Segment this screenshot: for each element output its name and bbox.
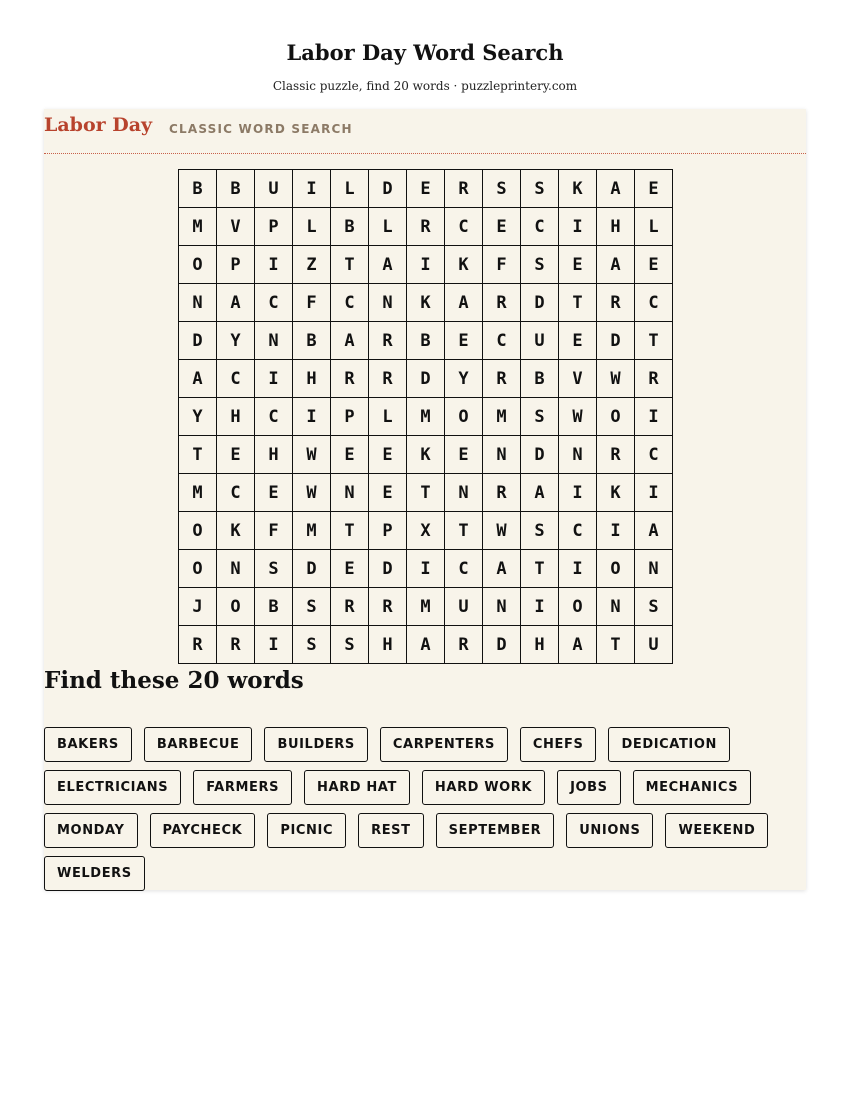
word-chip: JOBS [557,770,621,805]
grid-cell[interactable]: M [293,512,331,550]
grid-cell[interactable]: A [597,170,635,208]
grid-cell[interactable]: E [559,322,597,360]
grid-cell[interactable]: S [521,170,559,208]
grid-cell[interactable]: L [635,208,673,246]
word-chip: UNIONS [566,813,653,848]
grid-cell[interactable]: O [597,550,635,588]
grid-cell[interactable]: K [407,436,445,474]
grid-cell[interactable]: F [293,284,331,322]
grid-cell[interactable]: W [293,474,331,512]
grid-cell[interactable]: A [369,246,407,284]
grid-cell[interactable]: A [597,246,635,284]
puzzle-card [44,109,806,890]
grid-cell[interactable]: R [331,360,369,398]
grid-cell[interactable]: D [407,360,445,398]
grid-cell[interactable]: E [331,550,369,588]
grid-cell[interactable]: M [407,398,445,436]
page-title: Labor Day Word Search [286,40,564,65]
grid-cell[interactable]: T [597,626,635,664]
grid-cell[interactable]: E [445,322,483,360]
grid-cell[interactable]: B [521,360,559,398]
grid-cell[interactable]: F [255,512,293,550]
grid-cell[interactable]: B [255,588,293,626]
grid-cell[interactable]: E [635,170,673,208]
grid-cell[interactable]: A [179,360,217,398]
grid-cell[interactable]: I [407,246,445,284]
grid-cell[interactable]: U [521,322,559,360]
grid-cell[interactable]: O [445,398,483,436]
grid-cell[interactable]: E [217,436,255,474]
grid-cell[interactable]: M [483,398,521,436]
grid-cell[interactable]: H [521,626,559,664]
grid-cell[interactable]: C [635,436,673,474]
grid-cell[interactable]: I [635,398,673,436]
page-subtitle: Classic puzzle, find 20 words · puzzleprintery.com [272,79,578,93]
word-chip: MECHANICS [633,770,752,805]
word-chip: SEPTEMBER [436,813,555,848]
grid-cell[interactable]: J [179,588,217,626]
word-chip: PICNIC [267,813,346,848]
grid-cell[interactable]: V [217,208,255,246]
grid-cell[interactable]: L [369,208,407,246]
grid-cell[interactable]: D [179,322,217,360]
grid-cell[interactable]: N [255,322,293,360]
word-row [44,727,806,770]
grid-cell[interactable]: S [293,588,331,626]
grid-cell[interactable]: I [559,550,597,588]
grid-cell[interactable]: S [293,626,331,664]
grid-cell[interactable]: C [559,512,597,550]
grid-cell[interactable]: X [407,512,445,550]
grid-cell[interactable]: R [597,284,635,322]
grid-cell[interactable]: S [331,626,369,664]
grid-cell[interactable]: R [369,322,407,360]
grid-cell[interactable]: R [635,360,673,398]
grid-cell[interactable]: O [179,550,217,588]
grid-cell[interactable]: P [369,512,407,550]
grid-cell[interactable]: N [217,550,255,588]
grid-cell[interactable]: E [369,436,407,474]
grid-cell[interactable]: I [521,588,559,626]
grid-cell[interactable]: N [179,284,217,322]
grid-cell[interactable]: C [255,284,293,322]
grid-cell[interactable]: Y [217,322,255,360]
grid-cell[interactable]: W [483,512,521,550]
grid-cell[interactable]: D [293,550,331,588]
word-chip: DEDICATION [608,727,730,762]
letter-grid [178,169,673,664]
grid-cell[interactable]: D [597,322,635,360]
grid-cell[interactable]: O [179,246,217,284]
grid-cell[interactable]: H [217,398,255,436]
grid-cell[interactable]: K [559,170,597,208]
grid-cell[interactable]: R [597,436,635,474]
grid-cell[interactable]: O [559,588,597,626]
grid-cell[interactable]: N [597,588,635,626]
grid-cell[interactable]: N [483,436,521,474]
word-chip: BAKERS [44,727,132,762]
word-chip: BARBECUE [144,727,253,762]
grid-cell[interactable]: B [217,170,255,208]
word-chip: FARMERS [193,770,292,805]
grid-cell[interactable]: K [407,284,445,322]
word-chip: CARPENTERS [380,727,508,762]
grid-cell[interactable]: R [369,588,407,626]
grid-cell[interactable]: U [445,588,483,626]
grid-cell[interactable]: E [635,246,673,284]
grid-cell[interactable]: A [483,550,521,588]
word-chip: WEEKEND [665,813,768,848]
grid-cell[interactable]: D [483,626,521,664]
grid-cell[interactable]: A [407,626,445,664]
grid-cell[interactable]: D [521,436,559,474]
grid-cell[interactable]: A [635,512,673,550]
grid-cell[interactable]: R [483,474,521,512]
grid-cell[interactable]: S [255,550,293,588]
grid-cell[interactable]: L [293,208,331,246]
grid-cell[interactable]: N [445,474,483,512]
grid-cell[interactable]: M [179,474,217,512]
grid-cell[interactable]: C [255,398,293,436]
grid-cell[interactable]: B [179,170,217,208]
grid-cell[interactable]: F [483,246,521,284]
grid-cell[interactable]: M [179,208,217,246]
grid-cell[interactable]: I [407,550,445,588]
grid-cell[interactable]: E [407,170,445,208]
grid-cell[interactable]: I [255,360,293,398]
grid-cell[interactable]: N [369,284,407,322]
grid-cell[interactable]: H [597,208,635,246]
grid-cell[interactable]: K [597,474,635,512]
grid-cell[interactable]: I [293,398,331,436]
grid-cell[interactable]: A [331,322,369,360]
grid-cell[interactable]: A [521,474,559,512]
grid-cell[interactable]: M [407,588,445,626]
grid-cell[interactable]: B [293,322,331,360]
brand-title: Labor Day [44,114,153,136]
grid-cell[interactable]: I [255,246,293,284]
grid-cell[interactable]: O [597,398,635,436]
brand-subtitle: CLASSIC WORD SEARCH [169,122,353,136]
grid-cell[interactable]: Z [293,246,331,284]
grid-cell[interactable]: K [445,246,483,284]
grid-cell[interactable]: R [331,588,369,626]
grid-cell[interactable]: W [597,360,635,398]
grid-cell[interactable]: P [255,208,293,246]
grid-cell[interactable]: C [445,550,483,588]
grid-cell[interactable]: P [217,246,255,284]
grid-cell[interactable]: Y [179,398,217,436]
word-chip: WELDERS [44,856,145,891]
grid-cell[interactable]: B [407,322,445,360]
grid-cell[interactable]: I [293,170,331,208]
words-heading: Find these 20 words [44,667,304,694]
grid-cell[interactable]: Y [445,360,483,398]
grid-cell[interactable]: N [559,436,597,474]
grid-cell[interactable]: R [217,626,255,664]
word-chip: CHEFS [520,727,597,762]
grid-cell[interactable]: N [483,588,521,626]
grid-cell[interactable]: O [217,588,255,626]
grid-cell[interactable]: T [407,474,445,512]
grid-cell[interactable]: H [293,360,331,398]
grid-cell[interactable]: H [255,436,293,474]
grid-cell[interactable]: A [559,626,597,664]
word-chip: REST [358,813,424,848]
grid-cell[interactable]: L [369,398,407,436]
grid-cell[interactable]: E [255,474,293,512]
grid-cell[interactable]: E [369,474,407,512]
grid-cell[interactable]: C [483,322,521,360]
word-chip: HARD WORK [422,770,545,805]
grid-cell[interactable]: E [559,246,597,284]
grid-cell[interactable]: N [331,474,369,512]
grid-cell[interactable]: C [217,360,255,398]
grid-cell[interactable]: H [369,626,407,664]
grid-cell[interactable]: S [521,398,559,436]
word-list [44,727,806,899]
grid-cell[interactable]: T [179,436,217,474]
grid-cell[interactable]: I [255,626,293,664]
grid-cell[interactable]: A [445,284,483,322]
grid-cell[interactable]: C [635,284,673,322]
grid-cell[interactable]: S [483,170,521,208]
grid-cell[interactable]: U [255,170,293,208]
grid-cell[interactable]: I [559,474,597,512]
word-chip: HARD HAT [304,770,410,805]
grid-cell[interactable]: W [293,436,331,474]
word-row [44,813,806,856]
grid-cell[interactable]: R [445,170,483,208]
grid-cell[interactable]: N [635,550,673,588]
word-row [44,856,806,899]
grid-cell[interactable]: I [635,474,673,512]
grid-cell[interactable]: C [445,208,483,246]
grid-cell[interactable]: R [179,626,217,664]
grid-cell[interactable]: T [521,550,559,588]
grid-cell[interactable]: S [635,588,673,626]
grid-cell[interactable]: C [217,474,255,512]
grid-cell[interactable]: P [331,398,369,436]
grid-cell[interactable]: C [331,284,369,322]
word-row [44,770,806,813]
grid-cell[interactable]: C [521,208,559,246]
grid-cell[interactable]: T [559,284,597,322]
grid-cell[interactable]: S [521,512,559,550]
grid-cell[interactable]: R [483,360,521,398]
grid-cell[interactable]: K [217,512,255,550]
word-chip: MONDAY [44,813,138,848]
grid-cell[interactable]: D [521,284,559,322]
card-header [44,109,806,154]
grid-cell[interactable]: A [217,284,255,322]
grid-cell[interactable]: I [597,512,635,550]
word-chip: BUILDERS [264,727,367,762]
grid-cell[interactable]: R [483,284,521,322]
grid-cell[interactable]: T [445,512,483,550]
grid-cell[interactable]: T [635,322,673,360]
grid-cell[interactable]: S [521,246,559,284]
grid-cell[interactable]: E [331,436,369,474]
grid-cell[interactable]: E [445,436,483,474]
grid-cell[interactable]: L [331,170,369,208]
grid-cell[interactable]: R [445,626,483,664]
grid-cell[interactable]: W [559,398,597,436]
grid-cell[interactable]: O [179,512,217,550]
grid-cell[interactable]: T [331,246,369,284]
grid-cell[interactable]: V [559,360,597,398]
word-chip: ELECTRICIANS [44,770,181,805]
grid-cell[interactable]: E [483,208,521,246]
grid-cell[interactable]: D [369,170,407,208]
grid-cell[interactable]: B [331,208,369,246]
grid-cell[interactable]: U [635,626,673,664]
grid-cell[interactable]: T [331,512,369,550]
grid-cell[interactable]: D [369,550,407,588]
word-chip: PAYCHECK [150,813,256,848]
grid-cell[interactable]: I [559,208,597,246]
grid-cell[interactable]: R [369,360,407,398]
grid-cell[interactable]: R [407,208,445,246]
